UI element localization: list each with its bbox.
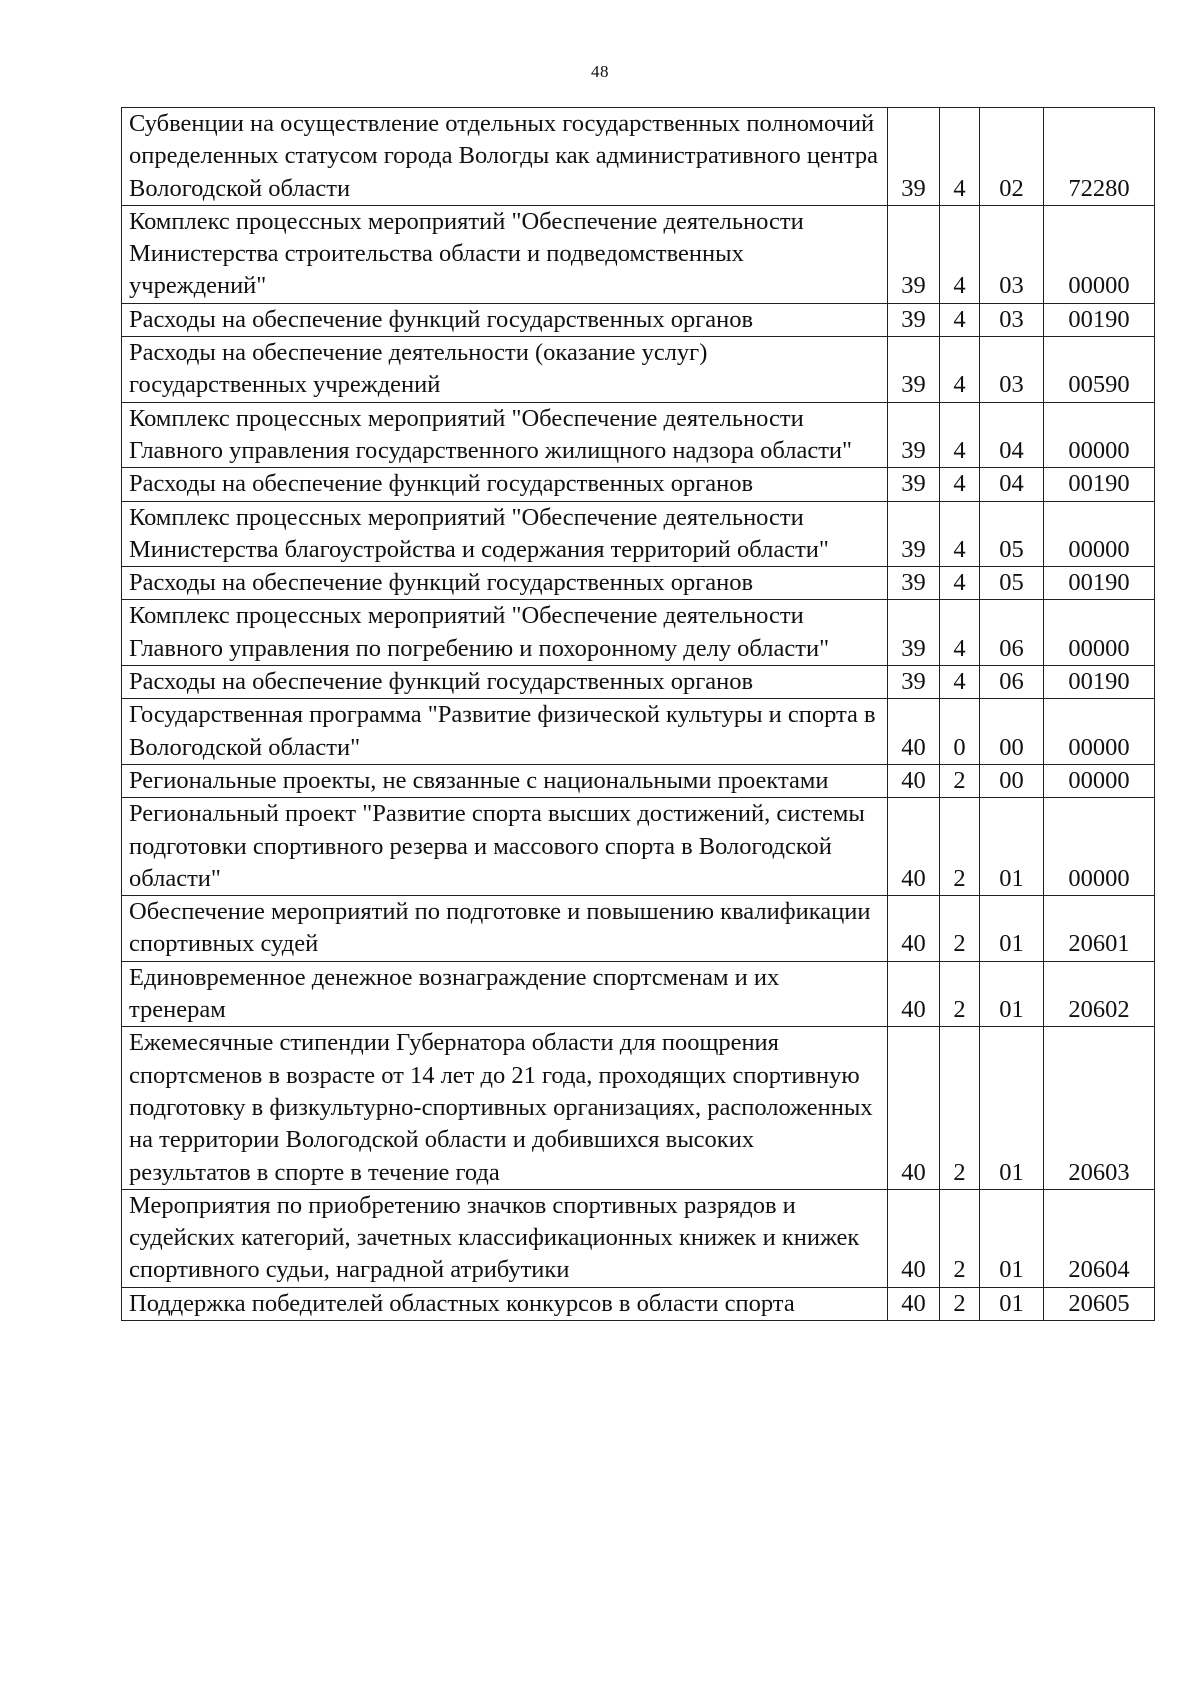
program-code-cell: 40 bbox=[888, 798, 940, 896]
row-description: Комплекс процессных мероприятий "Обеспечение деятельности Министерства строительства области и подведомственных учреждений" bbox=[122, 205, 888, 303]
program-code-cell: 39 bbox=[888, 567, 940, 600]
table-row bbox=[122, 501, 1155, 567]
row-description: Мероприятия по приобретению значков спортивных разрядов и судейских категорий, зачетных классификационных книжек и книжек спортивного судьи, наградной атрибутики bbox=[122, 1189, 888, 1287]
program-code-cell: 40 bbox=[888, 1287, 940, 1320]
structural-element-code-cell: 03 bbox=[980, 303, 1044, 336]
subprogram-type-code-cell: 0 bbox=[940, 699, 980, 765]
table-row bbox=[122, 567, 1155, 600]
subprogram-type-code-cell: 2 bbox=[940, 961, 980, 1027]
table-row bbox=[122, 468, 1155, 501]
table-row bbox=[122, 764, 1155, 797]
program-code-cell: 40 bbox=[888, 961, 940, 1027]
subprogram-type-code-cell: 4 bbox=[940, 600, 980, 666]
direction-code-cell: 00000 bbox=[1044, 600, 1155, 666]
subprogram-type-code-cell: 2 bbox=[940, 896, 980, 962]
structural-element-code-cell: 06 bbox=[980, 600, 1044, 666]
program-code-cell: 39 bbox=[888, 501, 940, 567]
row-description: Расходы на обеспечение функций государственных органов bbox=[122, 303, 888, 336]
program-code-cell: 40 bbox=[888, 1027, 940, 1189]
direction-code-cell: 20601 bbox=[1044, 896, 1155, 962]
program-code-cell: 39 bbox=[888, 205, 940, 303]
row-description: Ежемесячные стипендии Губернатора области для поощрения спортсменов в возрасте от 14 лет до 21 года, проходящих спортивную подготовку в физкультурно-спортивных организациях, расположенных на территории Вологодской области и добившихся высоких результатов в спорте в течение года bbox=[122, 1027, 888, 1189]
direction-code-cell: 00000 bbox=[1044, 699, 1155, 765]
table-row bbox=[122, 666, 1155, 699]
subprogram-type-code-cell: 4 bbox=[940, 337, 980, 403]
direction-code-cell: 20605 bbox=[1044, 1287, 1155, 1320]
subprogram-type-code-cell: 2 bbox=[940, 764, 980, 797]
program-code-cell: 40 bbox=[888, 764, 940, 797]
subprogram-type-code-cell: 4 bbox=[940, 402, 980, 468]
row-description: Комплекс процессных мероприятий "Обеспечение деятельности Министерства благоустройства и содержания территорий области" bbox=[122, 501, 888, 567]
structural-element-code-cell: 01 bbox=[980, 1189, 1044, 1287]
row-description: Поддержка победителей областных конкурсов в области спорта bbox=[122, 1287, 888, 1320]
page-number: 48 bbox=[591, 62, 609, 81]
program-code-cell: 40 bbox=[888, 1189, 940, 1287]
row-description: Государственная программа "Развитие физической культуры и спорта в Вологодской области" bbox=[122, 699, 888, 765]
structural-element-code-cell: 05 bbox=[980, 567, 1044, 600]
table-row bbox=[122, 896, 1155, 962]
program-code-cell: 39 bbox=[888, 468, 940, 501]
subprogram-type-code-cell: 4 bbox=[940, 303, 980, 336]
budget-classification-table bbox=[121, 107, 1155, 1321]
program-code-cell: 39 bbox=[888, 600, 940, 666]
subprogram-type-code-cell: 2 bbox=[940, 1027, 980, 1189]
program-code-cell: 39 bbox=[888, 666, 940, 699]
direction-code-cell: 00190 bbox=[1044, 468, 1155, 501]
direction-code-cell: 00000 bbox=[1044, 402, 1155, 468]
program-code-cell: 39 bbox=[888, 303, 940, 336]
table-row bbox=[122, 303, 1155, 336]
table-row bbox=[122, 402, 1155, 468]
structural-element-code-cell: 05 bbox=[980, 501, 1044, 567]
direction-code-cell: 00190 bbox=[1044, 303, 1155, 336]
program-code-cell: 39 bbox=[888, 337, 940, 403]
table-row bbox=[122, 1189, 1155, 1287]
row-description: Расходы на обеспечение функций государственных органов bbox=[122, 666, 888, 699]
table-body bbox=[122, 108, 1155, 1321]
direction-code-cell: 00000 bbox=[1044, 205, 1155, 303]
structural-element-code-cell: 03 bbox=[980, 205, 1044, 303]
table-row bbox=[122, 205, 1155, 303]
subprogram-type-code-cell: 4 bbox=[940, 567, 980, 600]
row-description: Комплекс процессных мероприятий "Обеспечение деятельности Главного управления государственного жилищного надзора области" bbox=[122, 402, 888, 468]
subprogram-type-code-cell: 2 bbox=[940, 1189, 980, 1287]
row-description: Расходы на обеспечение функций государственных органов bbox=[122, 567, 888, 600]
structural-element-code-cell: 01 bbox=[980, 961, 1044, 1027]
direction-code-cell: 00590 bbox=[1044, 337, 1155, 403]
subprogram-type-code-cell: 4 bbox=[940, 666, 980, 699]
structural-element-code-cell: 04 bbox=[980, 468, 1044, 501]
subprogram-type-code-cell: 4 bbox=[940, 108, 980, 206]
direction-code-cell: 00000 bbox=[1044, 764, 1155, 797]
subprogram-type-code-cell: 2 bbox=[940, 1287, 980, 1320]
row-description: Расходы на обеспечение деятельности (оказание услуг) государственных учреждений bbox=[122, 337, 888, 403]
direction-code-cell: 20604 bbox=[1044, 1189, 1155, 1287]
structural-element-code-cell: 04 bbox=[980, 402, 1044, 468]
table-row bbox=[122, 798, 1155, 896]
structural-element-code-cell: 01 bbox=[980, 1287, 1044, 1320]
structural-element-code-cell: 01 bbox=[980, 896, 1044, 962]
direction-code-cell: 00000 bbox=[1044, 798, 1155, 896]
row-description: Комплекс процессных мероприятий "Обеспечение деятельности Главного управления по погребению и похоронному делу области" bbox=[122, 600, 888, 666]
row-description: Региональный проект "Развитие спорта высших достижений, системы подготовки спортивного резерва и массового спорта в Вологодской области" bbox=[122, 798, 888, 896]
row-description: Единовременное денежное вознаграждение спортсменам и их тренерам bbox=[122, 961, 888, 1027]
direction-code-cell: 72280 bbox=[1044, 108, 1155, 206]
direction-code-cell: 00190 bbox=[1044, 567, 1155, 600]
row-description: Региональные проекты, не связанные с национальными проектами bbox=[122, 764, 888, 797]
structural-element-code-cell: 03 bbox=[980, 337, 1044, 403]
subprogram-type-code-cell: 4 bbox=[940, 468, 980, 501]
table-row bbox=[122, 600, 1155, 666]
direction-code-cell: 00190 bbox=[1044, 666, 1155, 699]
structural-element-code-cell: 01 bbox=[980, 1027, 1044, 1189]
row-description: Обеспечение мероприятий по подготовке и повышению квалификации спортивных судей bbox=[122, 896, 888, 962]
subprogram-type-code-cell: 2 bbox=[940, 798, 980, 896]
table-row bbox=[122, 699, 1155, 765]
structural-element-code-cell: 02 bbox=[980, 108, 1044, 206]
table-row bbox=[122, 337, 1155, 403]
structural-element-code-cell: 00 bbox=[980, 764, 1044, 797]
program-code-cell: 40 bbox=[888, 896, 940, 962]
subprogram-type-code-cell: 4 bbox=[940, 501, 980, 567]
table-row bbox=[122, 108, 1155, 206]
row-description: Субвенции на осуществление отдельных государственных полномочий определенных статусом города Вологды как административного центра Вологодской области bbox=[122, 108, 888, 206]
structural-element-code-cell: 00 bbox=[980, 699, 1044, 765]
table-row bbox=[122, 961, 1155, 1027]
table-row bbox=[122, 1287, 1155, 1320]
program-code-cell: 40 bbox=[888, 699, 940, 765]
direction-code-cell: 20603 bbox=[1044, 1027, 1155, 1189]
structural-element-code-cell: 01 bbox=[980, 798, 1044, 896]
direction-code-cell: 20602 bbox=[1044, 961, 1155, 1027]
direction-code-cell: 00000 bbox=[1044, 501, 1155, 567]
subprogram-type-code-cell: 4 bbox=[940, 205, 980, 303]
program-code-cell: 39 bbox=[888, 402, 940, 468]
table-row bbox=[122, 1027, 1155, 1189]
structural-element-code-cell: 06 bbox=[980, 666, 1044, 699]
row-description: Расходы на обеспечение функций государственных органов bbox=[122, 468, 888, 501]
program-code-cell: 39 bbox=[888, 108, 940, 206]
